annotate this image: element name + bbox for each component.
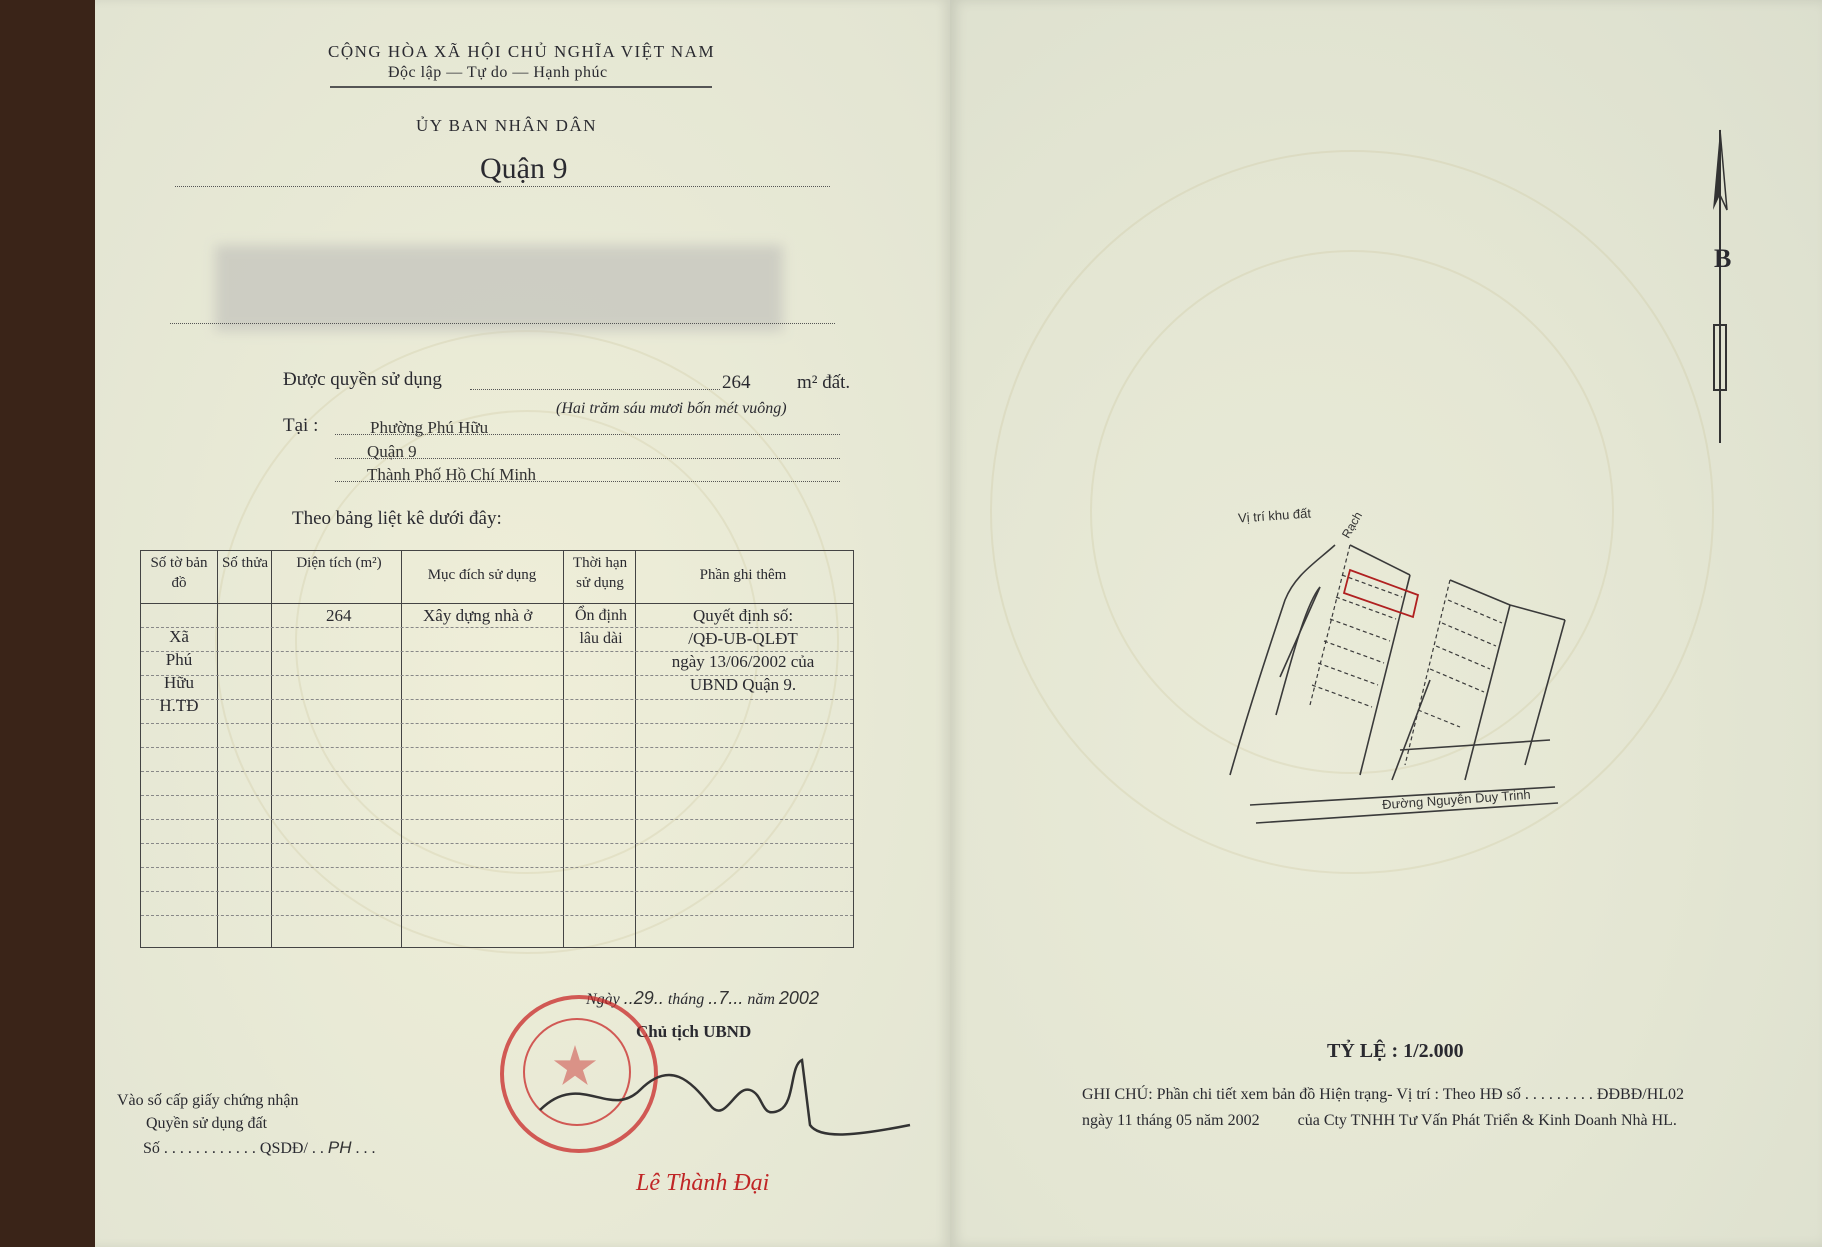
table-intro: Theo bảng liệt kê dưới đây:	[292, 508, 502, 529]
owner-dotted-line	[170, 323, 835, 324]
location-label: Tại :	[283, 415, 319, 436]
redacted-owner-name	[215, 245, 783, 331]
signing-date: Ngày ..29.. tháng ..7... năm 2002	[586, 988, 819, 1008]
motto: Độc lập — Tự do — Hạnh phúc	[388, 64, 608, 81]
header-area: Diện tích (m²)	[296, 555, 382, 571]
header-underline	[330, 86, 712, 88]
map-label-canal: Rạch	[1338, 509, 1366, 541]
registry-line1: Vào số cấp giấy chứng nhận	[117, 1092, 299, 1109]
map-label-road: Đường Nguyễn Duy Trinh	[1381, 786, 1532, 813]
city-dotted-line	[335, 481, 840, 482]
location-district: Quận 9	[367, 442, 417, 461]
area-value: 264	[722, 372, 751, 393]
area-cell: 264	[326, 606, 352, 625]
header-notes: Phần ghi thêm	[699, 567, 787, 583]
committee-title: ỦY BAN NHÂN DÂN	[416, 116, 598, 135]
land-use-label: Được quyền sử dụng	[283, 369, 442, 390]
north-label: B	[1714, 244, 1732, 273]
signature-scrawl	[520, 1050, 920, 1140]
ward-dotted-line	[335, 434, 840, 435]
purpose-cell: Xây dựng nhà ở	[423, 606, 533, 625]
district-dotted-line	[175, 186, 830, 187]
location-sketch-map	[1220, 505, 1595, 835]
area-in-words: (Hai trăm sáu mươi bốn mét vuông)	[556, 400, 787, 417]
map-label-location: Vị trí khu đất	[1237, 505, 1312, 526]
header-map-sheet: Số tờ bản đồ	[150, 555, 208, 591]
ward: Phường Phú Hữu	[370, 418, 489, 437]
map-sheet-cell: Xã Phú Hữu H.TĐ	[159, 627, 199, 715]
land-parcel-table	[140, 550, 854, 948]
area-unit: m² đất.	[797, 372, 851, 393]
map-note-line2: ngày 11 tháng 05 năm 2002 của Cty TNHH Tư Vấn Phát Triển & Kinh Doanh Nhà HL.	[1082, 1112, 1677, 1129]
chairman-title: Chủ tịch UBND	[636, 1022, 752, 1041]
area-dotted-line	[470, 389, 720, 390]
header-parcel: Số thửa	[221, 555, 269, 571]
map-note-line1: GHI CHÚ: Phần chi tiết xem bản đồ Hiện trạng- Vị trí : Theo HĐ số . . . . . . . . . ĐĐBĐ/HL02	[1082, 1086, 1685, 1103]
signer-name: Lê Thành Đại	[636, 1170, 770, 1196]
header-purpose: Mục đích sử dụng	[427, 567, 537, 583]
map-scale: TỶ LỆ : 1/2.000	[1327, 1040, 1464, 1062]
district-line-dots	[335, 458, 840, 459]
registry-line2: Quyền sử dụng đất	[146, 1115, 268, 1132]
term-cell: Ổn định lâu dài	[575, 607, 627, 647]
north-arrow-icon	[1700, 125, 1740, 455]
district-title: Quận 9	[480, 152, 568, 185]
registry-line3: Số . . . . . . . . . . . . QSDĐ/ . . PH . . .	[143, 1138, 376, 1157]
notes-cell: Quyết định số: /QĐ-UB-QLĐT ngày 13/06/2002 của UBND Quận 9.	[671, 606, 815, 694]
country-header: CỘNG HÒA XÃ HỘI CHỦ NGHĨA VIỆT NAM	[328, 42, 716, 61]
header-term: Thời hạn sử dụng	[572, 555, 628, 591]
city: Thành Phố Hồ Chí Minh	[367, 465, 537, 484]
